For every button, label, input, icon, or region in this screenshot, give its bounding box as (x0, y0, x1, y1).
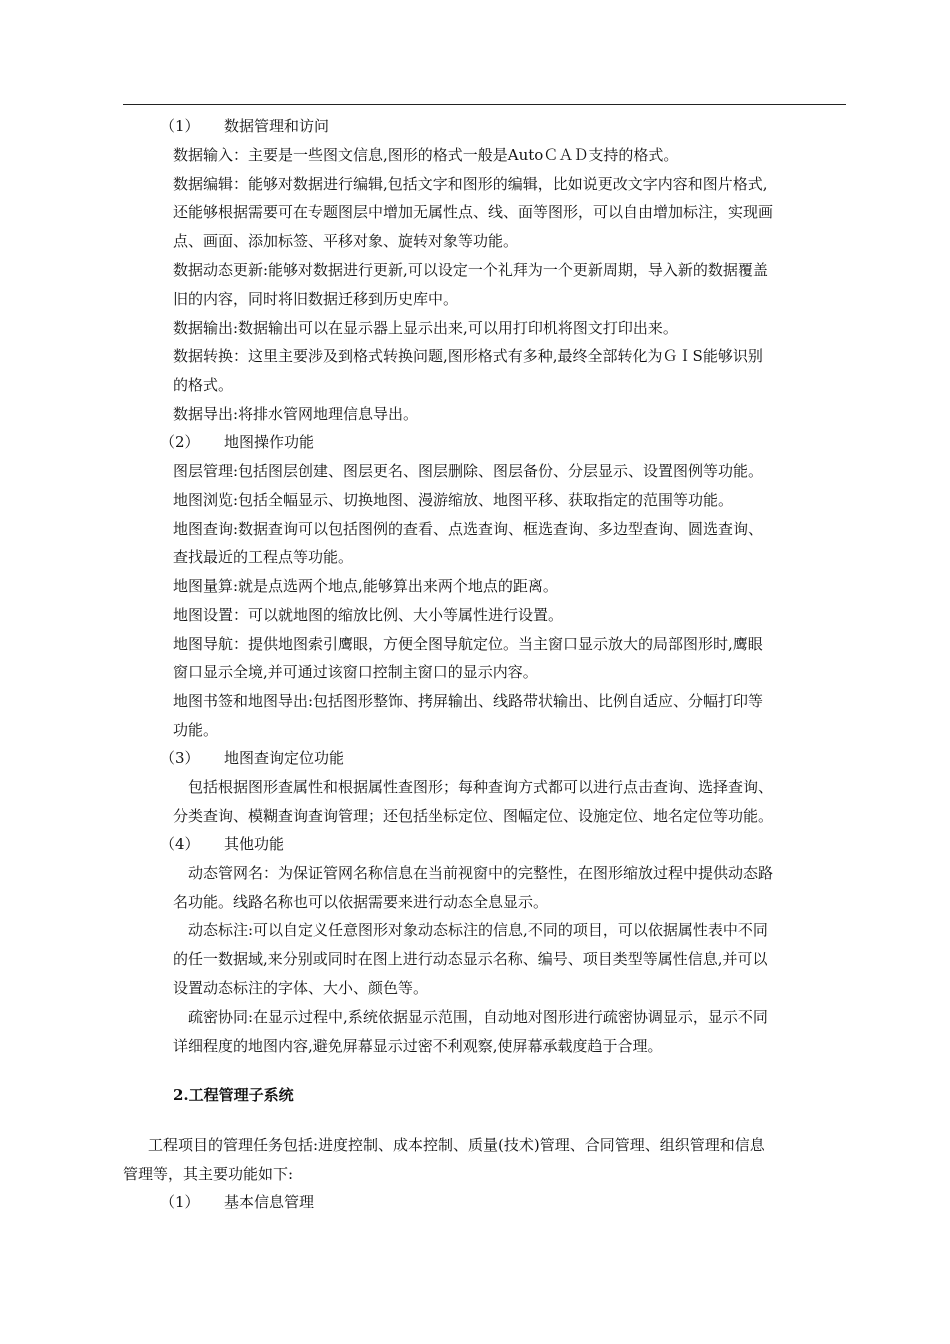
text-line: 数据导出:将排水管网地理信息导出。 (173, 405, 419, 423)
text-line: 设置动态标注的字体、大小、颜色等。 (173, 979, 429, 997)
text-line: 地图量算:就是点选两个地点,能够算出来两个地点的距离。 (173, 577, 558, 595)
text-line: 名功能。线路名称也可以依据需要来进行动态全息显示。 (173, 893, 549, 911)
section-title: 地图查询定位功能 (224, 749, 345, 767)
section-heading: 2.工程管理子系统 (173, 1086, 294, 1104)
text-line: 地图书签和地图导出:包括图形整饰、拷屏输出、线路带状输出、比例自适应、分幅打印等 (173, 692, 764, 710)
text-line: 包括根据图形查属性和根据属性查图形；每种查询方式都可以进行点击查询、选择查询、 (188, 778, 774, 796)
text-line: 地图导航：提供地图索引鹰眼，方便全图导航定位。当主窗口显示放大的局部图形时,鹰眼 (173, 635, 763, 653)
text-line: 详细程度的地图内容,避免屏幕显示过密不利观察,使屏幕承载度趋于合理。 (173, 1037, 663, 1055)
text-line: 窗口显示全境,并可通过该窗口控制主窗口的显示内容。 (173, 663, 538, 681)
text-line: 地图查询:数据查询可以包括图例的查看、点选查询、框选查询、多边型查询、圆选查询、 (173, 520, 764, 538)
text-line: 还能够根据需要可在专题图层中增加无属性点、线、面等图形，可以自由增加标注，实现画 (173, 203, 774, 221)
text-line: 地图设置：可以就地图的缩放比例、大小等属性进行设置。 (173, 606, 564, 624)
header-rule (123, 104, 846, 105)
section-number: （2） (160, 433, 200, 451)
text-line: 疏密协同:在显示过程中,系统依据显示范围，自动地对图形进行疏密协调显示，显示不同 (188, 1008, 768, 1026)
text-line: 的格式。 (173, 376, 234, 394)
text-line: 动态管网名：为保证管网名称信息在当前视窗中的完整性，在图形缩放过程中提供动态路 (188, 864, 774, 882)
text-line: 的任一数据域,来分别或同时在图上进行动态显示名称、编号、项目类型等属性信息,并可以 (173, 950, 768, 968)
text-line: 旧的内容，同时将旧数据迁移到历史库中。 (173, 290, 459, 308)
text-line: 数据转换：这里主要涉及到格式转换问题,图形格式有多种,最终全部转化为ＧＩS能够识别 (173, 347, 763, 365)
text-line: 数据编辑：能够对数据进行编辑,包括文字和图形的编辑，比如说更改文字内容和图片格式, (173, 175, 768, 193)
text-line: 图层管理:包括图层创建、图层更名、图层删除、图层备份、分层显示、设置图例等功能。 (173, 462, 764, 480)
section-number: （1） (160, 117, 200, 135)
section-title: 基本信息管理 (224, 1193, 315, 1211)
text-line: 点、画面、添加标签、平移对象、旋转对象等功能。 (173, 232, 519, 250)
section-number: （1） (160, 1193, 200, 1211)
text-line: 查找最近的工程点等功能。 (173, 548, 354, 566)
text-line: 数据动态更新:能够对数据进行更新,可以设定一个礼拜为一个更新周期，导入新的数据覆盖 (173, 261, 768, 279)
text-line: 数据输入：主要是一些图文信息,图形的格式一般是AutoＣＡＤ支持的格式。 (173, 146, 679, 164)
section-title: 地图操作功能 (224, 433, 315, 451)
section-title: 其他功能 (224, 835, 285, 853)
text-line: 管理等，其主要功能如下: (123, 1165, 294, 1183)
text-line: 分类查询、模糊查询查询管理；还包括坐标定位、图幅定位、设施定位、地名定位等功能。 (173, 807, 774, 825)
text-line: 功能。 (173, 721, 219, 739)
text-line: 工程项目的管理任务包括:进度控制、成本控制、质量(技术)管理、合同管理、组织管理和信息 (148, 1136, 765, 1154)
section-title: 数据管理和访问 (224, 117, 330, 135)
text-line: 数据输出:数据输出可以在显示器上显示出来,可以用打印机将图文打印出来。 (173, 319, 678, 337)
section-number: （3） (160, 749, 200, 767)
section-number: （4） (160, 835, 200, 853)
text-line: 地图浏览:包括全幅显示、切换地图、漫游缩放、地图平移、获取指定的范围等功能。 (173, 491, 734, 509)
text-line: 动态标注:可以自定义任意图形对象动态标注的信息,不同的项目，可以依据属性表中不同 (188, 921, 768, 939)
